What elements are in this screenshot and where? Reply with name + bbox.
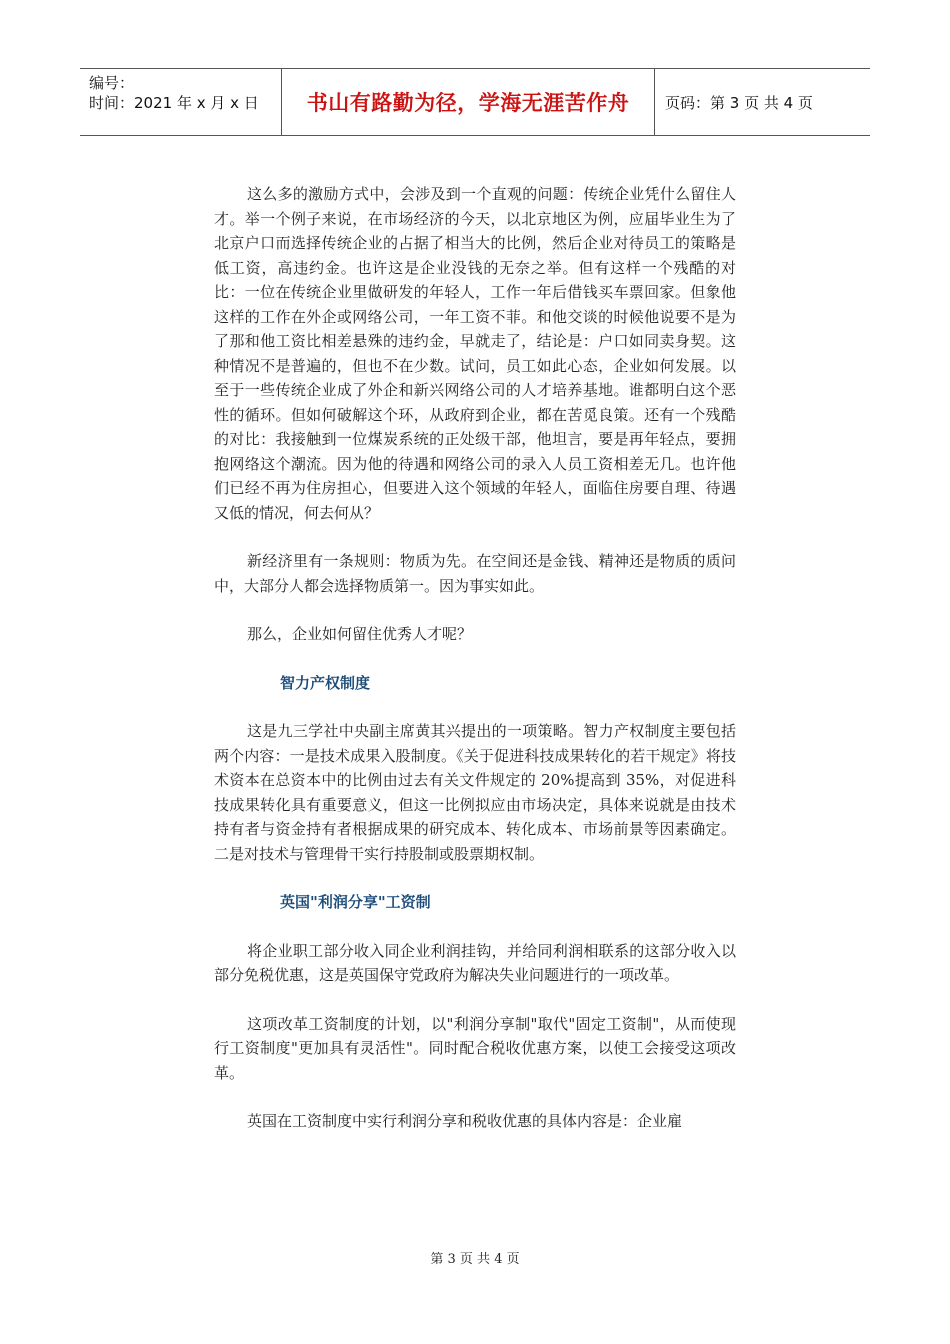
paragraph: 这是九三学社中央副主席黄其兴提出的一项策略。智力产权制度主要包括两个内容：一是技术成果入股制度。《关于促进科技成果转化的若干规定》将技术资本在总资本中的比例由过去有关文件规定的 20%提高到 35%，对促进科技成果转化具有重要意义，但这一比例拟应由市场决定，具体来说就是由技术持有者与资金持有者根据成果的研究成本、转化成本、市场前景等因素确定。二是对技术与管理骨干实行持股制或股票期权制。 bbox=[214, 722, 736, 863]
document-body bbox=[214, 182, 736, 1158]
document-number-label: 编号： bbox=[89, 74, 135, 92]
paragraph: 将企业职工部分收入同企业利润挂钩，并给同利润相联系的这部分收入以部分免税优惠，这是英国保守党政府为解决失业问题进行的一项改革。 bbox=[214, 941, 736, 984]
paragraph: 那么，企业如何留住优秀人才呢？ bbox=[247, 625, 473, 643]
document-date-label: 时间：2021 年 x 月 x 日 bbox=[89, 94, 259, 112]
page-header bbox=[80, 68, 870, 136]
paragraph: 英国在工资制度中实行利润分享和税收优惠的具体内容是：企业雇 bbox=[247, 1112, 683, 1130]
paragraph: 这项改革工资制度的计划，以"利润分享制"取代"固定工资制"，从而使现行工资制度"更加具有灵活性"。同时配合税收优惠方案，以使工会接受这项改革。 bbox=[214, 1014, 736, 1082]
header-motto: 书山有路勤为径，学海无涯苦作舟 bbox=[282, 69, 655, 135]
header-meta bbox=[80, 69, 282, 135]
page-footer: 第 3 页 共 4 页 bbox=[430, 1252, 520, 1267]
header-page-info: 页码：第 3 页 共 4 页 bbox=[665, 93, 813, 112]
paragraph: 新经济里有一条规则：物质为先。在空间还是金钱、精神还是物质的质问中，大部分人都会选择物质第一。因为事实如此。 bbox=[214, 552, 736, 595]
section-heading: 英国"利润分享"工资制 bbox=[280, 893, 431, 911]
section-heading: 智力产权制度 bbox=[280, 673, 371, 692]
paragraph: 这么多的激励方式中，会涉及到一个直观的问题：传统企业凭什么留住人才。举一个例子来说，在市场经济的今天，以北京地区为例，应届毕业生为了北京户口而选择传统企业的占据了相当大的比例，然后企业对待员工的策略是低工资，高违约金。也许这是企业没钱的无奈之举。但有这样一个残酷的对比：一位在传统企业里做研发的年轻人，工作一年后借钱买车票回家。但象他这样的工作在外企或网络公司，一年工资不菲。和他交谈的时候他说要不是为了那和他工资比相差悬殊的违约金，早就走了，结论是：户口如同卖身契。这种情况不是普遍的，但也不在少数。试问，员工如此心态，企业如何发展。以至于一些传统企业成了外企和新兴网络公司的人才培养基地。谁都明白这个恶性的循环。但如何破解这个环，从政府到企业，都在苦觅良策。还有一个残酷的对比：我接触到一位煤炭系统的正处级干部，他坦言，要是再年轻点，要拥抱网络这个潮流。因为他的待遇和网络公司的录入人员工资相差无几。也许他们已经不再为住房担心，但要进入这个领域的年轻人，面临住房要自理、待遇又低的情况，何去何从？ bbox=[214, 185, 736, 522]
